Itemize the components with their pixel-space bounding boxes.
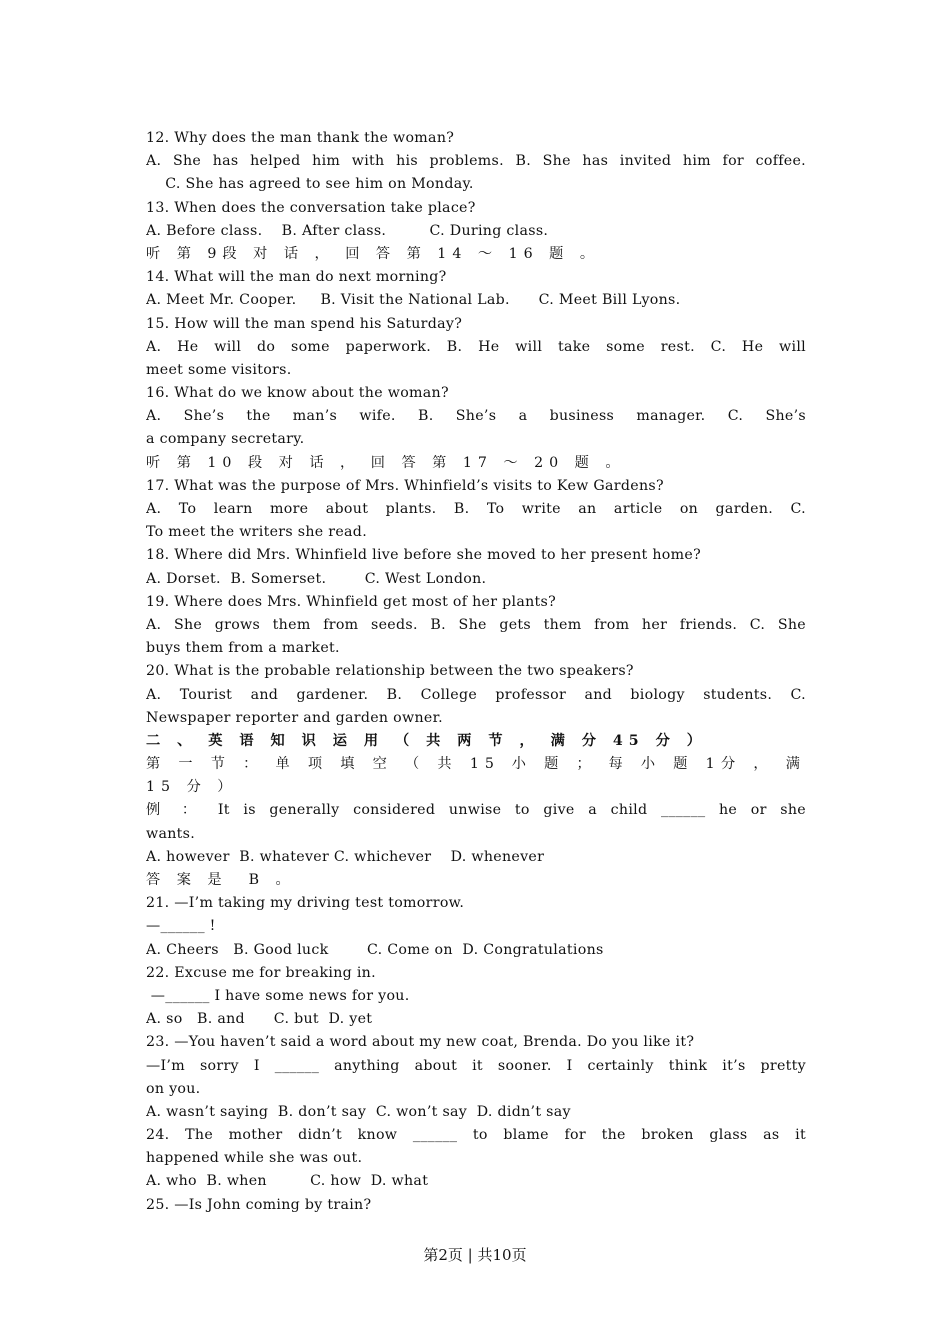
text-line: 听 第 10 段 对 话 ， 回 答 第 17 ～ 20 题 。: [146, 454, 626, 471]
text-line: meet some visitors.: [146, 361, 292, 378]
text-line: 二 、 英 语 知 识 运 用 （ 共 两 节 ， 满 分 45 分 ）: [146, 732, 707, 749]
text-line: 13. When does the conversation take place?: [146, 199, 476, 216]
text-line: 例 ： It is generally considered unwise to give a child ______ he or she: [146, 802, 806, 819]
text-line: Newspaper reporter and garden owner.: [146, 709, 443, 726]
text-line: A. She has helped him with his problems. B. She has invited him for coffee.: [146, 153, 806, 170]
text-line: A. so B. and C. but D. yet: [146, 1011, 373, 1028]
text-line: buys them from a market.: [146, 640, 340, 657]
text-line: 答 案 是 B 。: [146, 872, 296, 888]
text-line: A. He will do some paperwork. B. He will take some rest. C. He will: [146, 338, 806, 355]
text-line: A. wasn’t saying B. don’t say C. won’t say D. didn’t say: [146, 1103, 571, 1120]
text-line: C. She has agreed to see him on Monday.: [146, 176, 474, 193]
text-line: wants.: [146, 825, 196, 842]
text-line: A. She’s the man’s wife. B. She’s a business manager. C. She’s: [146, 408, 806, 425]
text-line: 听 第 9段 对 话 ， 回 答 第 14 ～ 16 题 。: [146, 245, 601, 262]
text-line: 第 一 节 ： 单 项 填 空 （ 共 15 小 题 ； 每 小 题 1分 ， 满: [146, 756, 806, 773]
text-line: 15 分 ）: [146, 779, 238, 796]
text-line: A. Before class. B. After class. C. During class.: [146, 222, 549, 239]
text-line: —______ !: [146, 918, 216, 935]
text-line: 20. What is the probable relationship between the two speakers?: [146, 663, 634, 680]
text-line: 14. What will the man do next morning?: [146, 269, 447, 286]
text-line: To meet the writers she read.: [146, 524, 367, 541]
text-line: 23. —You haven’t said a word about my new coat, Brenda. Do you like it?: [146, 1034, 695, 1051]
text-line: A. Cheers B. Good luck C. Come on D. Congratulations: [146, 941, 604, 958]
text-line: A. Meet Mr. Cooper. B. Visit the National Lab. C. Meet Bill Lyons.: [146, 292, 681, 309]
text-line: 12. Why does the man thank the woman?: [146, 130, 455, 146]
text-line: 15. How will the man spend his Saturday?: [146, 315, 463, 332]
text-line: a company secretary.: [146, 431, 305, 448]
text-line: A. who B. when C. how D. what: [146, 1173, 429, 1190]
text-line: on you.: [146, 1080, 201, 1097]
text-line: —I’m sorry I ______ anything about it sooner. I certainly think it’s pretty: [146, 1057, 806, 1074]
text-line: 22. Excuse me for breaking in.: [146, 964, 376, 981]
text-line: 21. —I’m taking my driving test tomorrow.: [146, 895, 465, 912]
page-footer: 第2页 | 共10页: [423, 1246, 527, 1264]
text-line: 18. Where did Mrs. Whinfield live before she moved to her present home?: [146, 547, 701, 564]
text-line: 19. Where does Mrs. Whinfield get most of her plants?: [146, 593, 557, 610]
text-line: A. Tourist and gardener. B. College professor and biology students. C.: [146, 686, 806, 703]
text-line: —______ I have some news for you.: [146, 987, 410, 1004]
text-line: A. however B. whatever C. whichever D. whenever: [146, 848, 545, 865]
text-line: A. To learn more about plants. B. To write an article on garden. C.: [146, 501, 806, 517]
text-line: 24. The mother didn’t know ______ to blame for the broken glass as it: [146, 1127, 806, 1144]
text-line: 17. What was the purpose of Mrs. Whinfield’s visits to Kew Gardens?: [146, 477, 664, 494]
text-line: 16. What do we know about the woman?: [146, 385, 449, 402]
document-body: [146, 127, 806, 1217]
text-line: happened while she was out.: [146, 1150, 363, 1167]
text-line: A. She grows them from seeds. B. She gets them from her friends. C. She: [146, 616, 806, 633]
text-line: 25. —Is John coming by train?: [146, 1196, 372, 1213]
text-line: A. Dorset. B. Somerset. C. West London.: [146, 570, 487, 587]
